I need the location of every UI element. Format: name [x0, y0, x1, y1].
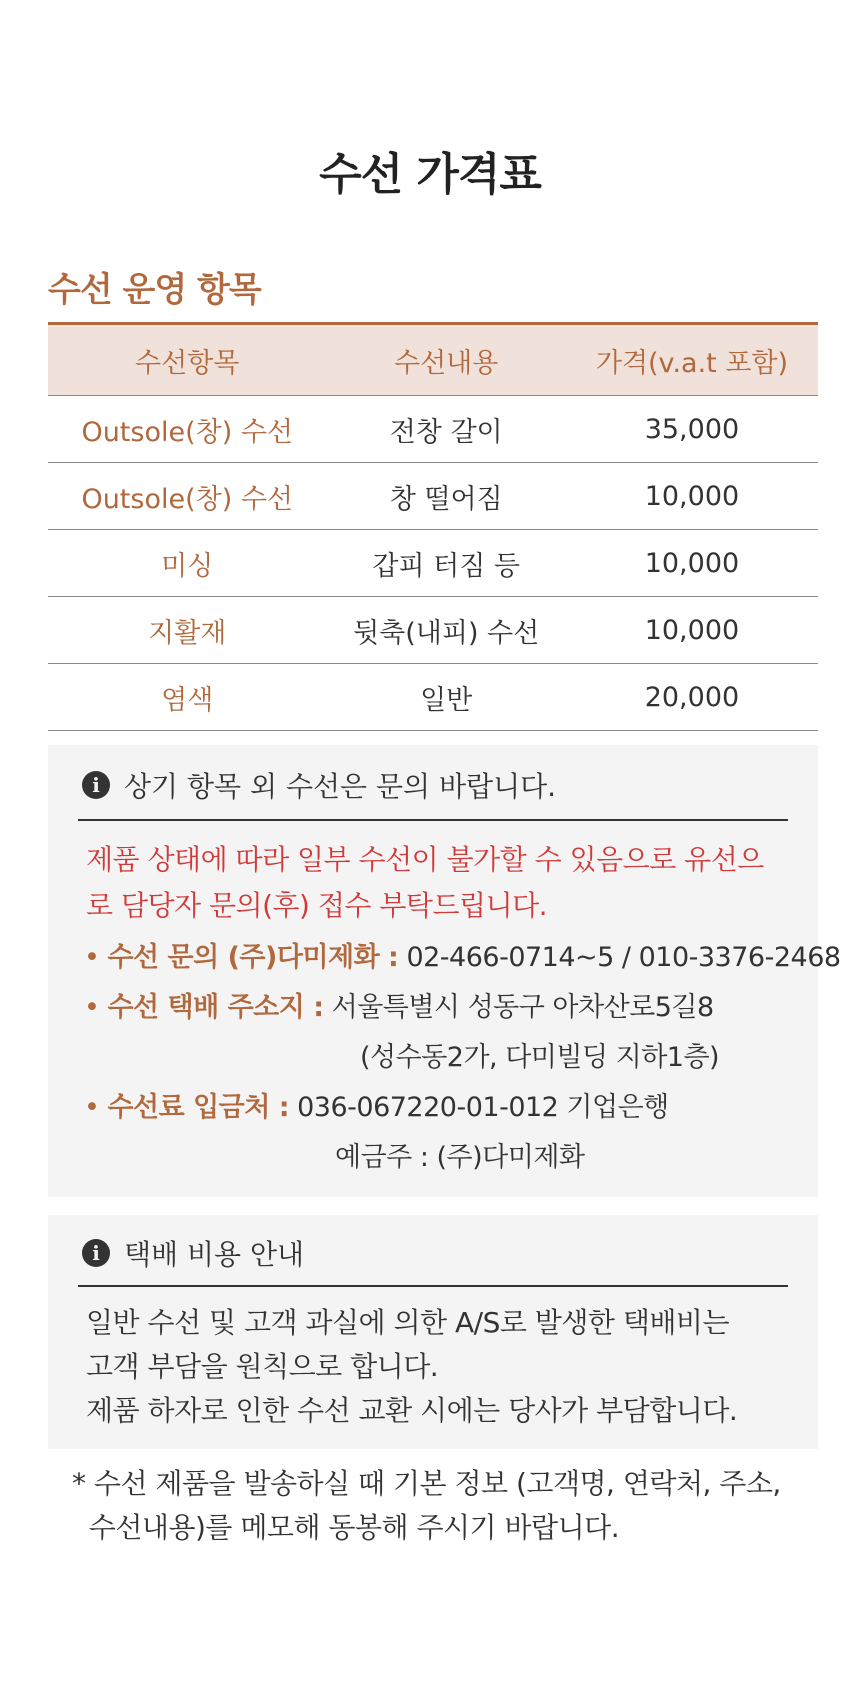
list-item — [84, 1083, 814, 1133]
cell-item: 염색 — [48, 664, 326, 731]
contact-list — [84, 933, 841, 1183]
repair-notice: 제품 상태에 따라 일부 수선이 불가할 수 있음으로 유선으로 담당자 문의(후) 접수 부탁드립니다. — [86, 843, 764, 922]
account-number: 036-067220-01-012 기업은행 — [297, 1092, 669, 1123]
header-price: 가격(v.a.t 포함) — [566, 324, 818, 396]
account-holder: 예금주 : (주)다미제화 — [335, 1142, 585, 1173]
section-title: 수선 운영 항목 — [48, 270, 261, 310]
cell-content: 창 떨어짐 — [326, 463, 565, 530]
list-item — [84, 983, 814, 1033]
footnote — [72, 1462, 812, 1550]
address-value: 서울특별시 성동구 아차산로5길8 — [331, 992, 714, 1023]
table-row — [48, 396, 818, 463]
inquiry-info-box — [48, 745, 841, 1197]
cell-price: 10,000 — [566, 463, 818, 530]
cell-price: 10,000 — [566, 530, 818, 597]
cell-price: 10,000 — [566, 597, 818, 664]
footnote-line: * 수선 제품을 발송하실 때 기본 정보 (고객명, 연락처, 주소, — [72, 1467, 781, 1500]
cell-content: 전창 갈이 — [326, 396, 565, 463]
cell-content: 갑피 터짐 등 — [326, 530, 565, 597]
shipping-line: 고객 부담을 원칙으로 합니다. — [86, 1350, 439, 1383]
shipping-line: 제품 하자로 인한 수선 교환 시에는 당사가 부담합니다. — [86, 1394, 738, 1427]
address-label: 수선 택배 주소지 : — [107, 992, 324, 1023]
cell-item: Outsole(창) 수선 — [48, 396, 326, 463]
address-detail: (성수동2가, 다미빌딩 지하1층) — [360, 1042, 720, 1073]
info-icon: i — [82, 1239, 110, 1267]
shipping-heading-text: 택배 비용 안내 — [124, 1238, 305, 1271]
list-item-continued — [84, 1033, 814, 1083]
bullet-marker: • — [84, 992, 100, 1023]
cell-item: 지활재 — [48, 597, 326, 664]
page-title: 수선 가격표 — [319, 149, 541, 200]
footnote-line: 수선내용)를 메모해 동봉해 주시기 바랍니다. — [72, 1511, 620, 1544]
price-table — [48, 322, 818, 731]
info-icon: i — [82, 771, 110, 799]
cell-content: 일반 — [326, 664, 565, 731]
header-item: 수선항목 — [48, 324, 326, 396]
account-label: 수선료 입금처 : — [107, 1092, 290, 1123]
bullet-marker: • — [84, 1092, 100, 1123]
inquiry-heading-text: 상기 항목 외 수선은 문의 바랍니다. — [124, 770, 557, 803]
table-row — [48, 463, 818, 530]
cell-price: 20,000 — [566, 664, 818, 731]
cell-item: 미싱 — [48, 530, 326, 597]
contact-label: 수선 문의 (주)다미제화 : — [107, 942, 399, 973]
shipping-description — [86, 1301, 796, 1433]
list-item-continued — [84, 1133, 814, 1183]
header-content: 수선내용 — [326, 324, 565, 396]
bullet-marker: • — [84, 942, 100, 973]
table-row — [48, 664, 818, 731]
table-row — [48, 597, 818, 664]
cell-content: 뒷축(내피) 수선 — [326, 597, 565, 664]
cell-item: Outsole(창) 수선 — [48, 463, 326, 530]
list-item — [84, 933, 841, 983]
shipping-heading — [78, 1233, 788, 1287]
shipping-line: 일반 수선 및 고객 과실에 의한 A/S로 발생한 택배비는 — [86, 1306, 730, 1339]
cell-price: 35,000 — [566, 396, 818, 463]
inquiry-heading — [78, 765, 788, 821]
shipping-cost-box — [48, 1215, 818, 1449]
table-row — [48, 530, 818, 597]
table-header-row — [48, 324, 818, 396]
contact-phone: 02-466-0714~5 / 010-3376-2468 — [406, 942, 841, 973]
